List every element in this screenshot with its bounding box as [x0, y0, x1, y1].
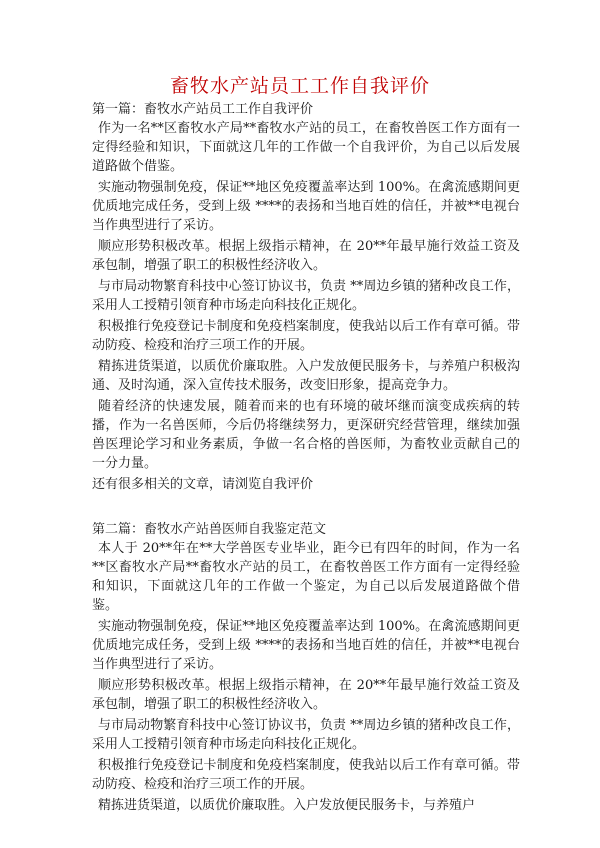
paragraph: 精拣进货渠道，以质优价廉取胜。入户发放便民服务卡，与养殖户 [98, 798, 476, 813]
paragraph: 实施动物强制免疫，保证**地区免疫覆盖率达到 100%。在禽流感期间更优质地完成任务，受到上级 ****的表扬和当地百姓的信任，并被**电视台当作典型进行了采访。 [92, 180, 520, 233]
paragraph: 与市局动物繁育科技中心签订协议书，负责 **周边乡镇的猪种改良工作，采用人工授精引领育种市场走向科技化正规化。 [92, 718, 520, 752]
document-title: 畜牧水产站员工工作自我评价 [169, 75, 430, 97]
paragraph: 积极推行免疫登记卡制度和免疫档案制度，使我站以后工作有章可循。带动防疫、检疫和治疗三项工作的开展。 [92, 758, 520, 792]
paragraph: 顺应形势积极改革。根据上级指示精神，在 20**年最早施行效益工资及承包制，增强了职工的积极性经济收入。 [92, 239, 520, 273]
paragraph: 作为一名**区畜牧水产局**畜牧水产站的员工，在畜牧兽医工作方面有一定得经验和知识，下面就这几年的工作做一个自我评价，为自己以后发展道路做个借鉴。 [92, 121, 520, 174]
paragraph: 与市局动物繁育科技中心签订协议书，负责 **周边乡镇的猪种改良工作，采用人工授精引领育种市场走向科技化正规化。 [92, 279, 520, 313]
paragraph: 顺应形势积极改革。根据上级指示精神，在 20**年最早施行效益工资及承包制，增强了职工的积极性经济收入。 [92, 678, 520, 712]
section-one [92, 100, 520, 494]
document-body [92, 100, 520, 817]
paragraph: 精拣进货渠道，以质优价廉取胜。入户发放便民服务卡，与养殖户积极沟通、及时沟通，深入宣传技术服务，改变旧形象，提高竞争力。 [92, 359, 520, 393]
paragraph: 积极推行免疫登记卡制度和免疫档案制度，使我站以后工作有章可循。带动防疫、检疫和治疗三项工作的开展。 [92, 319, 520, 353]
paragraph: 实施动物强制免疫，保证**地区免疫覆盖率达到 100%。在禽流感期间更优质地完成任务，受到上级 ****的表扬和当地百姓的信任，并被**电视台当作典型进行了采访。 [92, 619, 520, 672]
related-articles-note: 还有很多相关的文章，请浏览自我评价 [92, 477, 314, 492]
paragraph: 本人于 20**年在**大学兽医专业毕业，距今已有四年的时间，作为一名**区畜牧水产局**畜牧水产站的员工，在畜牧兽医工作方面有一定得经验和知识，下面就这几年的工作做一个鉴定，为自己以后发展道路做个借鉴。 [92, 541, 520, 613]
section-two-heading: 第二篇：畜牧水产站兽医师自我鉴定范文 [92, 522, 327, 537]
section-one-heading: 第一篇：畜牧水产站员工工作自我评价 [92, 102, 314, 117]
section-two [92, 520, 520, 815]
section-spacer [92, 494, 520, 520]
paragraph: 随着经济的快速发展，随着而来的也有环境的破坏继而演变成疾病的转播，作为一名兽医师，今后仍将继续努力，更深研究经营管理，继续加强兽医理论学习和业务素质，争做一名合格的兽医师，为畜牧业贡献自己的一分力量。 [92, 399, 520, 471]
